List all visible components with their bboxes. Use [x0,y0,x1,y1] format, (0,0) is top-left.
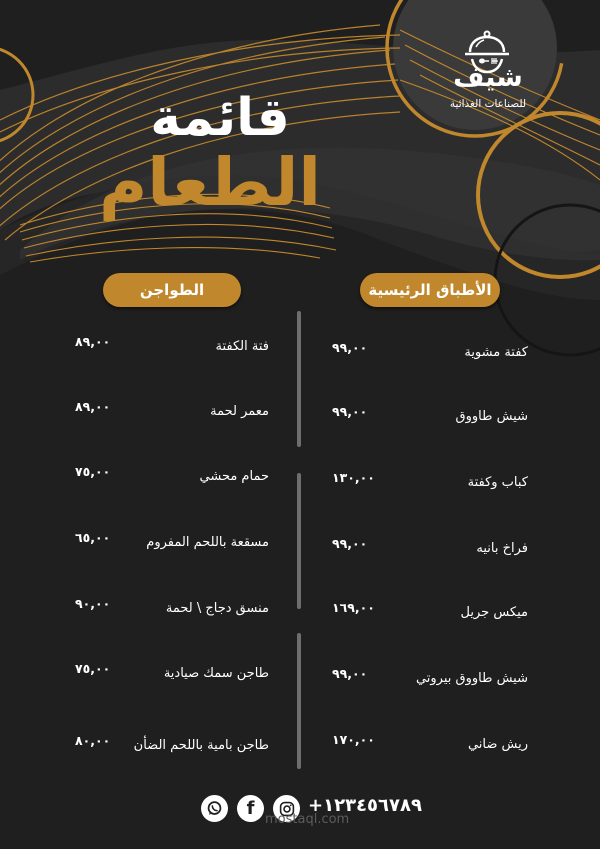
item-name: فراخ بانيه [476,541,528,556]
menu-item [310,666,528,701]
menu-item [60,596,269,631]
title-line-1: قائمة [150,88,290,148]
phone-number[interactable]: +١٢٣٤٥٦٧٨٩ [308,795,422,816]
item-price: ١٦٩,٠٠ [332,600,375,615]
item-name: كباب وكفتة [467,475,528,490]
column-divider [297,311,301,447]
menu-item [60,661,269,696]
item-name: ميكس جريل [460,605,528,620]
facebook-icon: f [246,797,255,819]
item-price: ٩٩,٠٠ [332,404,368,419]
item-price: ٧٥,٠٠ [75,464,111,479]
item-price: ٨٠,٠٠ [75,733,111,748]
menu-item [60,530,269,565]
item-price: ٩٠,٠٠ [75,596,111,611]
whatsapp-button[interactable] [201,795,228,822]
menu-item [310,470,528,505]
item-price: ٨٩,٠٠ [75,399,111,414]
menu-item [310,600,528,635]
item-price: ٩٩,٠٠ [332,536,368,551]
item-price: ٧٥,٠٠ [75,661,111,676]
whatsapp-icon [206,800,223,817]
item-name: فتة الكفتة [215,339,269,354]
item-price: ٩٩,٠٠ [332,666,368,681]
item-price: ٩٩,٠٠ [332,340,368,355]
menu-item [60,733,269,768]
item-price: ٦٥,٠٠ [75,530,111,545]
item-name: شيش طاووق بيروتي [415,671,528,686]
item-price: ١٣٠,٠٠ [332,470,375,485]
menu-item [60,334,269,369]
column-divider [297,633,301,769]
menu-item [310,404,528,439]
item-price: ١٧٠,٠٠ [332,732,375,747]
item-name: حمام محشي [199,469,269,484]
menu-item [60,464,269,499]
section-header-tagines: الطواجن [103,273,241,307]
section-header-main-dishes: الأطباق الرئيسية [360,273,500,307]
column-divider [297,473,301,609]
item-price: ٨٩,٠٠ [75,334,111,349]
item-name: ريش ضاني [467,737,528,752]
item-name: معمر لحمة [210,404,269,419]
facebook-button[interactable] [237,795,264,822]
item-name: طاجن سمك صيادية [163,666,269,681]
watermark: mostaql.com [265,812,350,827]
title-line-2: الطعام [98,144,322,221]
menu-item [310,732,528,767]
menu-item [310,340,528,375]
item-name: كفتة مشوية [464,345,528,360]
item-name: منسق دجاج \ لحمة [165,601,269,616]
menu-item [310,536,528,571]
item-name: شيش طاووق [455,409,528,424]
brand-tagline: للصناعات الغذائية [449,98,527,110]
item-name: طاجن بامية باللحم الضأن [133,738,269,753]
item-name: مسقعة باللحم المفروم [146,535,269,550]
menu-item [60,399,269,434]
brand-name: شيف [453,62,523,93]
